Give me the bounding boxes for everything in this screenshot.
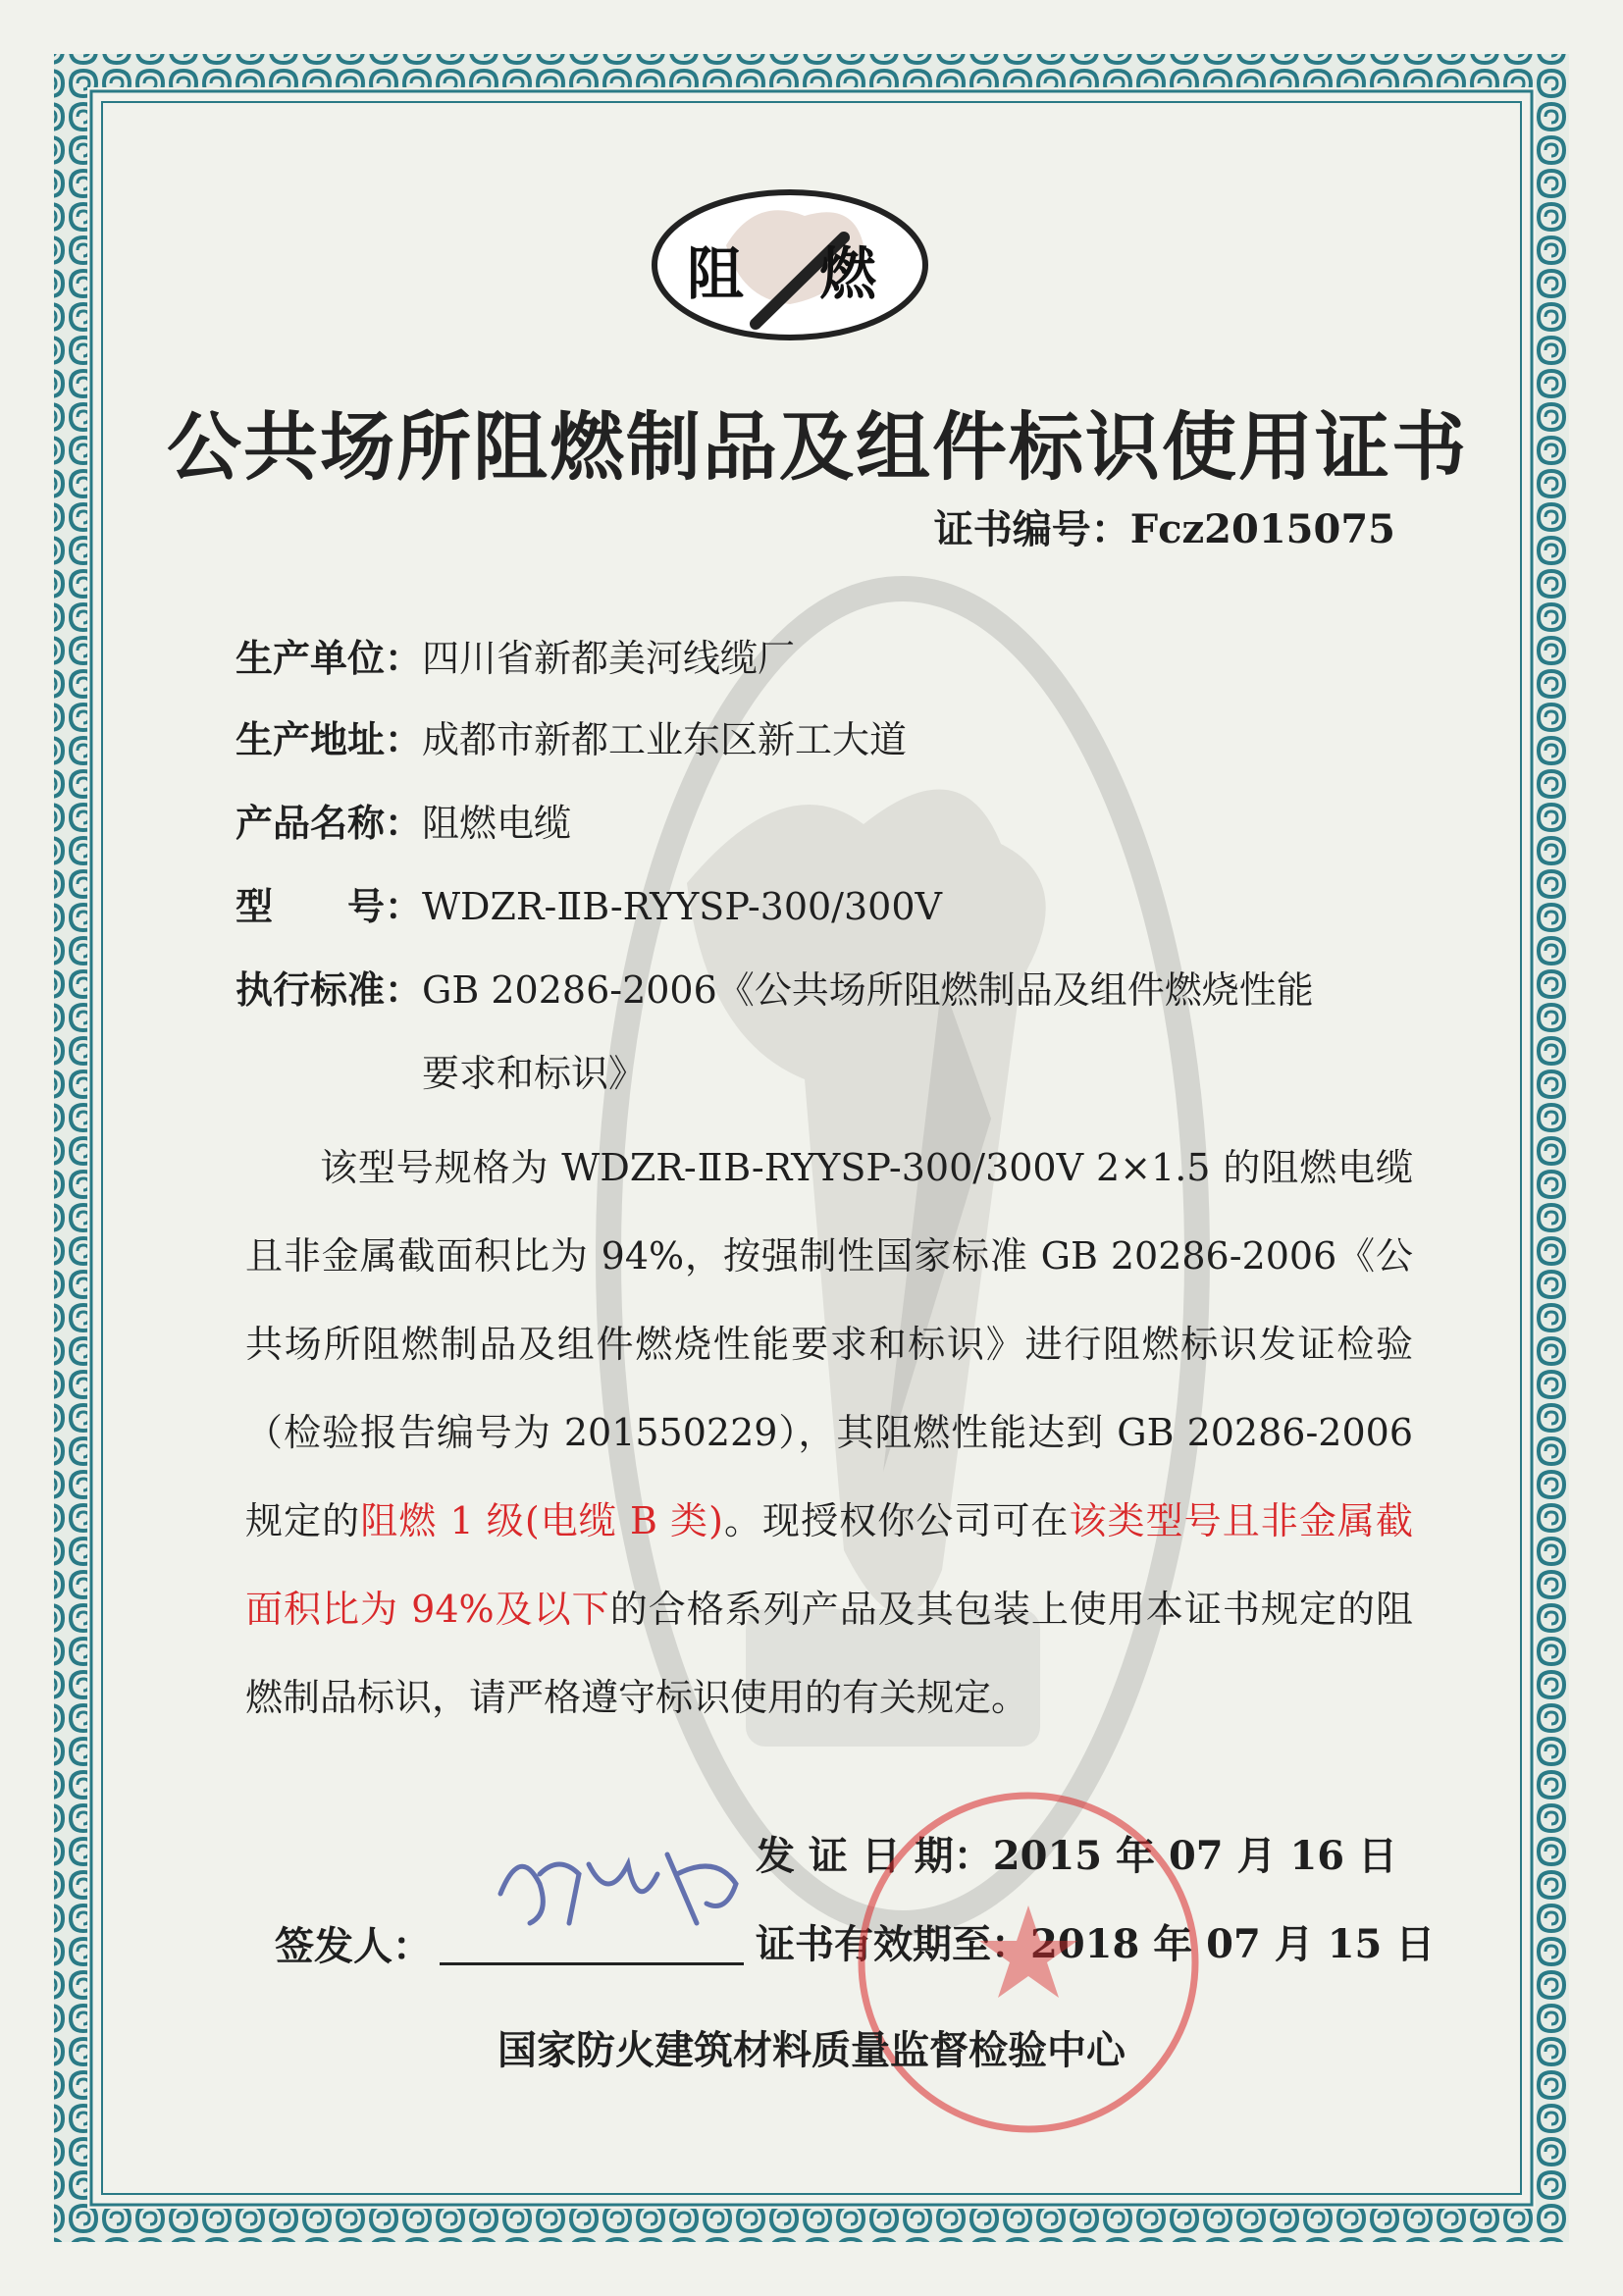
body-highlight-scope: 该类型号且非金属截面积比为 94%及以下 — [245, 1499, 1413, 1631]
certificate-title: 公共场所阻燃制品及组件标识使用证书 — [167, 403, 1468, 491]
field-label: 产品名称： — [236, 802, 423, 845]
signer-label: 签发人： — [275, 1924, 432, 1969]
valid-until-date: 证书有效期至：2018 年 07 月 15 日 — [756, 1921, 1436, 1967]
body-text-part2: 。现授权你公司可在 — [722, 1499, 1070, 1542]
field-value: 要求和标识》 — [422, 1052, 647, 1095]
field-value: WDZR-ⅡB-RYYSP-300/300V — [422, 885, 942, 928]
logo-char-1: 阻 — [687, 240, 745, 307]
field-value: 成都市新都工业东区新工大道 — [422, 718, 908, 761]
body-text-part3: 的合格系列产品及其包装上使用本证书规定的阻燃制品标识，请严格遵守标识使用的有关规定。 — [245, 1588, 1413, 1719]
certificate-number: 证书编号：Fcz2015075 — [933, 506, 1395, 552]
field-label: 生产地址： — [236, 718, 423, 761]
field-label: 执行标准： — [236, 968, 423, 1012]
field-value: 阻燃电缆 — [422, 802, 572, 845]
logo-char-2: 燃 — [819, 240, 877, 307]
field-value: GB 20286-2006《公共场所阻燃制品及组件燃烧性能 — [422, 968, 1314, 1012]
body-highlight-grade: 阻燃 1 级(电缆 B 类) — [360, 1499, 723, 1542]
field-label: 生产单位： — [236, 637, 423, 680]
issuing-authority: 国家防火建筑材料质量监督检验中心 — [497, 2028, 1126, 2073]
field-label: 型 号： — [236, 885, 423, 928]
issue-date: 发 证 日 期：2015 年 07 月 16 日 — [756, 1833, 1398, 1879]
field-value: 四川省新都美河线缆厂 — [422, 637, 796, 680]
body-text-part1: 该型号规格为 WDZR-ⅡB-RYYSP-300/300V 2×1.5 的阻燃电缆且非金属截面积比为 94%，按强制性国家标准 GB 20286-2006《公共场所阻燃制品及组件燃烧性能要求和标识》进行阻燃标识发证检验（检验报告编号为 201550229），其阻燃性能达到 GB 20286-2006 规定的 — [245, 1146, 1413, 1542]
